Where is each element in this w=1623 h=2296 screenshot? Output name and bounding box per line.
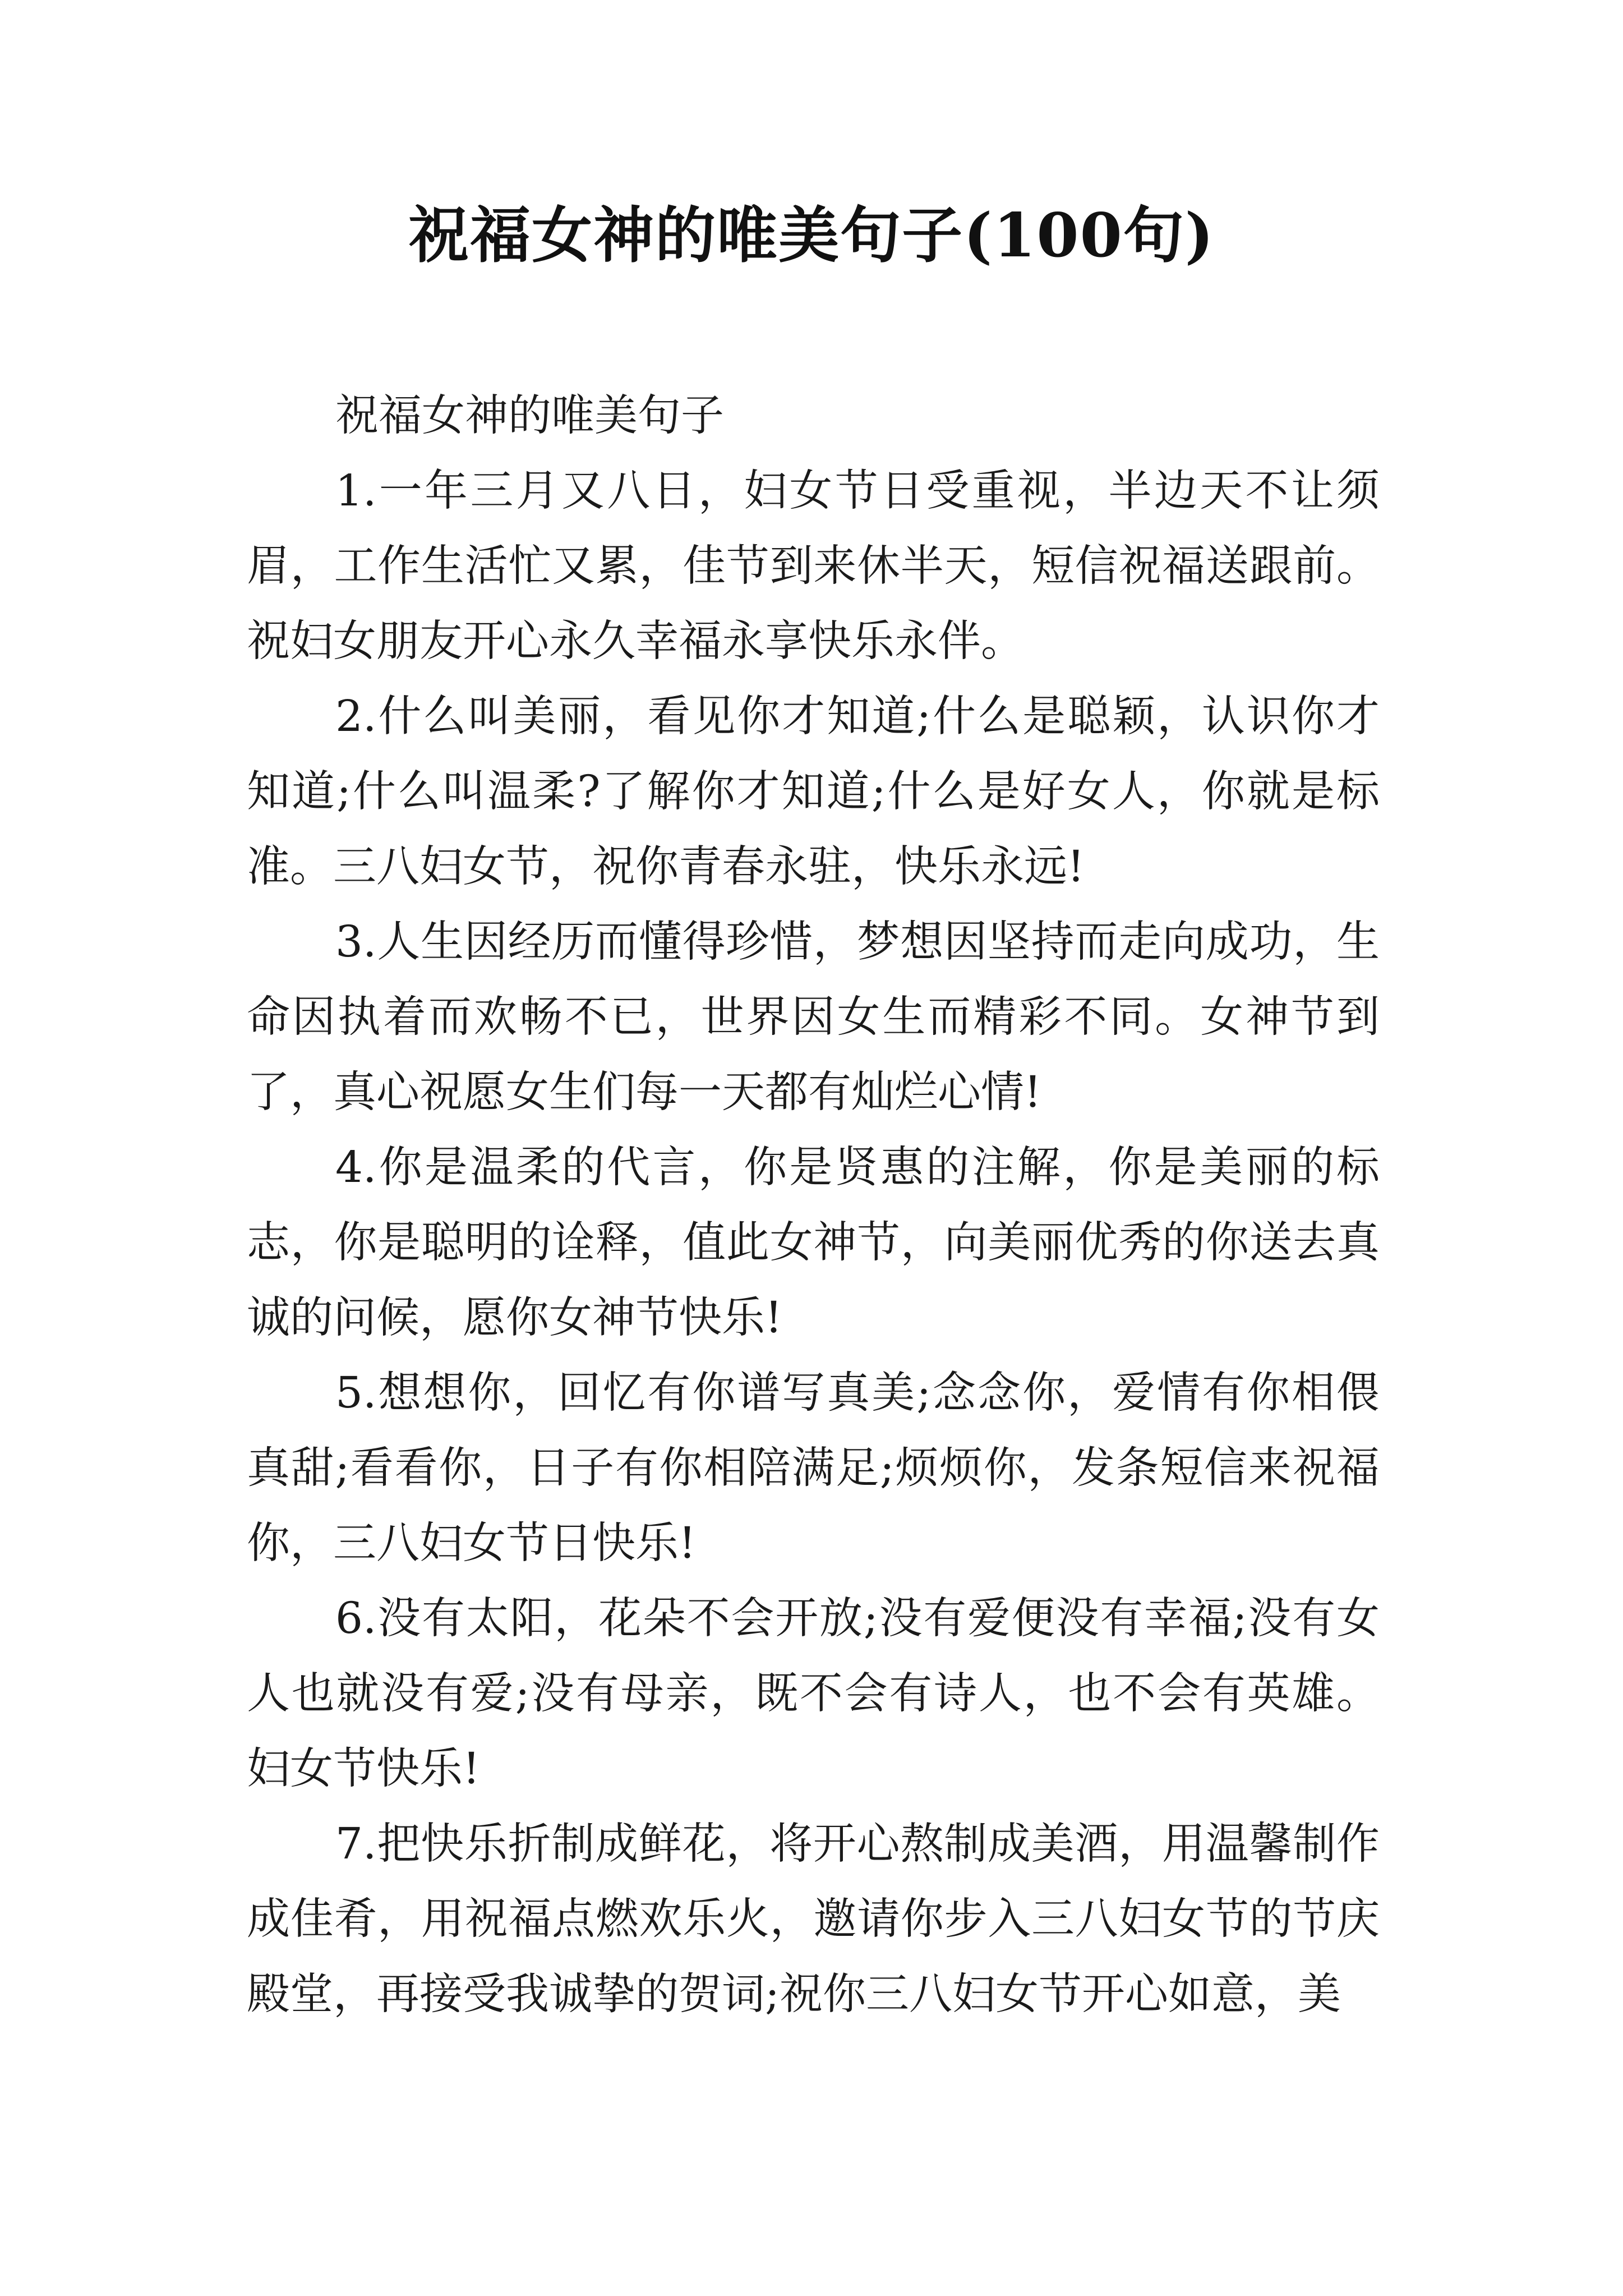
list-item: 6.没有太阳，花朵不会开放;没有爱便没有幸福;没有女人也就没有爱;没有母亲，既不会有诗人，也不会有英雄。妇女节快乐! [247, 1594, 1380, 1794]
list-item: 5.想想你，回忆有你谱写真美;念念你，爱情有你相偎真甜;看看你，日子有你相陪满足;烦烦你，发条短信来祝福你，三八妇女节日快乐! [247, 1368, 1380, 1568]
list-item: 1.一年三月又八日，妇女节日受重视，半边天不让须眉，工作生活忙又累，佳节到来休半天，短信祝福送跟前。祝妇女朋友开心永久幸福永享快乐永伴。 [247, 466, 1380, 666]
list-item: 3.人生因经历而懂得珍惜，梦想因坚持而走向成功，生命因执着而欢畅不已，世界因女生而精彩不同。女神节到了，真心祝愿女生们每一天都有灿烂心情! [247, 917, 1380, 1117]
list-item: 7.把快乐折制成鲜花，将开心熬制成美酒，用温馨制作成佳肴，用祝福点燃欢乐火，邀请你步入三八妇女节的节庆殿堂，再接受我诚挚的贺词;祝你三八妇女节开心如意，美 [247, 1819, 1380, 2019]
document-title: 祝福女神的唯美句子(100句) [408, 200, 1215, 271]
list-item: 4.你是温柔的代言，你是贤惠的注解，你是美丽的标志，你是聪明的诠释，值此女神节，向美丽优秀的你送去真诚的问候，愿你女神节快乐! [247, 1143, 1380, 1343]
section-heading: 祝福女神的唯美句子 [335, 391, 724, 441]
list-item: 2.什么叫美丽，看见你才知道;什么是聪颖，认识你才知道;什么叫温柔?了解你才知道;什么是好女人，你就是标准。三八妇女节，祝你青春永驻，快乐永远! [247, 692, 1380, 892]
document-body [247, 379, 1380, 2032]
